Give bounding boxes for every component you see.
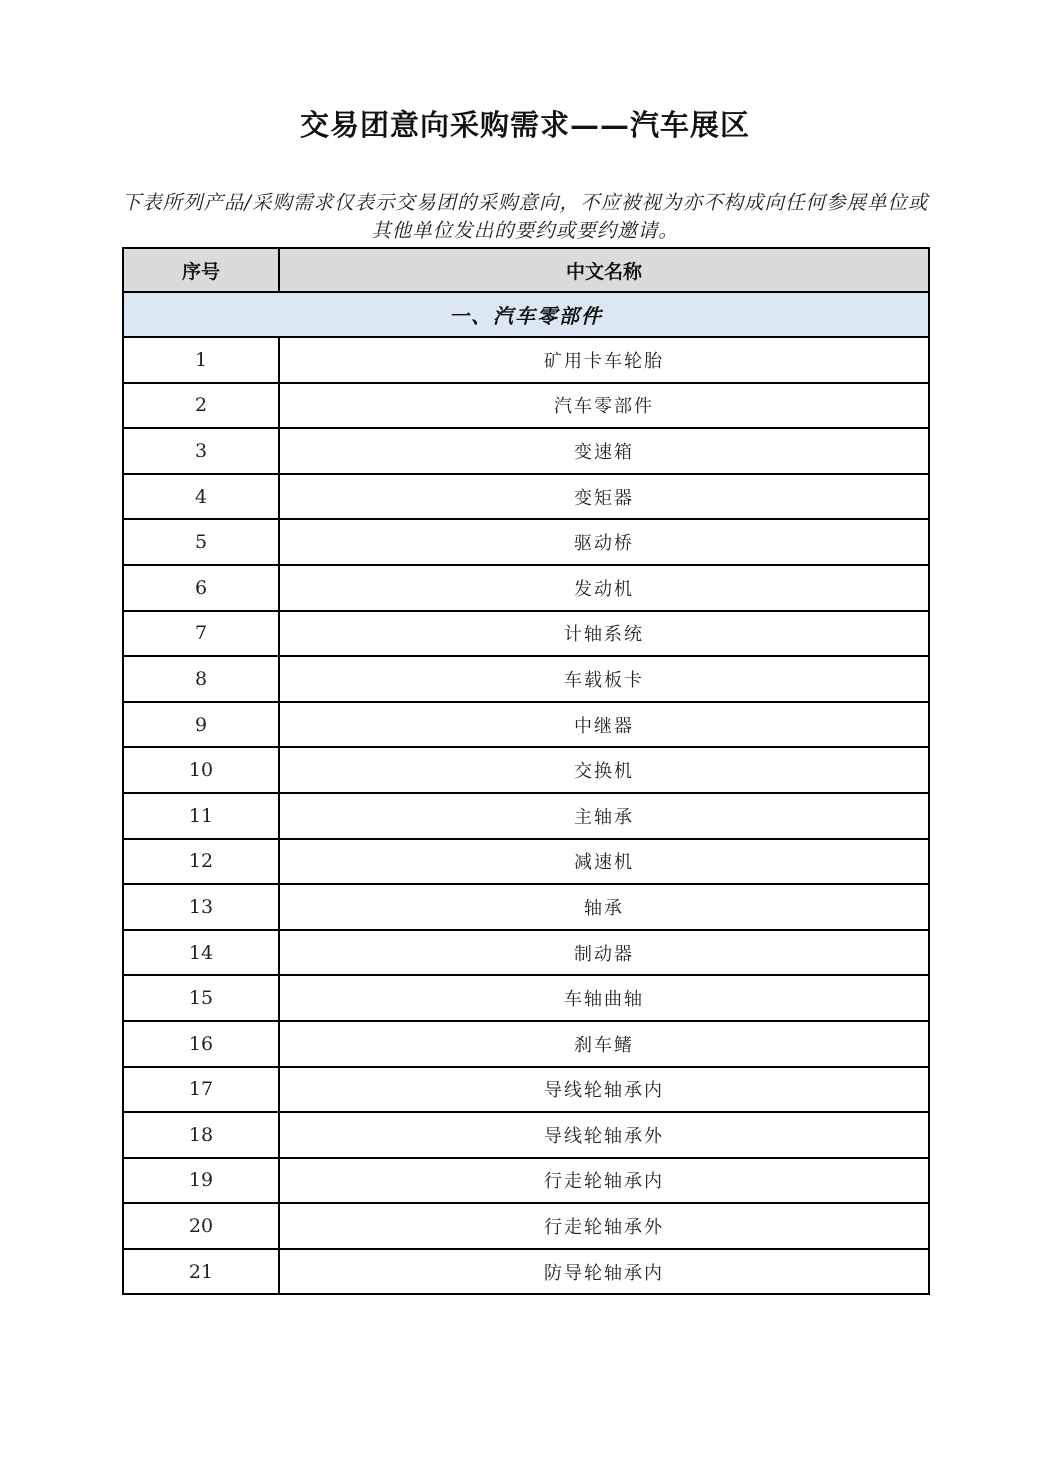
column-header-name: 中文名称 <box>279 248 929 292</box>
row-number: 13 <box>123 884 279 930</box>
row-chinese-name: 驱动桥 <box>279 519 929 565</box>
table-row <box>123 565 929 611</box>
table-body <box>123 292 929 1294</box>
section-header-row <box>123 292 929 337</box>
row-number: 10 <box>123 747 279 793</box>
row-number: 7 <box>123 611 279 657</box>
row-chinese-name: 计轴系统 <box>279 611 929 657</box>
table-row <box>123 383 929 429</box>
section-header-label: 一、汽车零部件 <box>123 292 929 337</box>
row-chinese-name: 交换机 <box>279 747 929 793</box>
row-chinese-name: 行走轮轴承外 <box>279 1203 929 1249</box>
row-number: 14 <box>123 930 279 976</box>
column-header-no: 序号 <box>123 248 279 292</box>
row-chinese-name: 车载板卡 <box>279 656 929 702</box>
row-chinese-name: 导线轮轴承外 <box>279 1112 929 1158</box>
table-row <box>123 656 929 702</box>
row-chinese-name: 汽车零部件 <box>279 383 929 429</box>
table-row <box>123 474 929 520</box>
table-row <box>123 428 929 474</box>
row-number: 19 <box>123 1158 279 1204</box>
table-row <box>123 975 929 1021</box>
row-number: 6 <box>123 565 279 611</box>
row-chinese-name: 发动机 <box>279 565 929 611</box>
table-row <box>123 702 929 748</box>
table-row <box>123 930 929 976</box>
table-row <box>123 1158 929 1204</box>
table-row <box>123 839 929 885</box>
row-number: 3 <box>123 428 279 474</box>
row-number: 1 <box>123 337 279 383</box>
table-row <box>123 1021 929 1067</box>
row-number: 11 <box>123 793 279 839</box>
row-number: 5 <box>123 519 279 565</box>
table-row <box>123 519 929 565</box>
table-row <box>123 793 929 839</box>
row-chinese-name: 轴承 <box>279 884 929 930</box>
page-title: 交易团意向采购需求——汽车展区 <box>299 108 750 142</box>
table-row <box>123 337 929 383</box>
row-chinese-name: 导线轮轴承内 <box>279 1067 929 1113</box>
table-row <box>123 1112 929 1158</box>
row-number: 15 <box>123 975 279 1021</box>
table-row <box>123 747 929 793</box>
row-chinese-name: 减速机 <box>279 839 929 885</box>
row-number: 20 <box>123 1203 279 1249</box>
row-chinese-name: 刹车鳍 <box>279 1021 929 1067</box>
row-number: 21 <box>123 1249 279 1295</box>
row-number: 2 <box>123 383 279 429</box>
row-chinese-name: 行走轮轴承内 <box>279 1158 929 1204</box>
table-row <box>123 611 929 657</box>
row-chinese-name: 矿用卡车轮胎 <box>279 337 929 383</box>
row-number: 16 <box>123 1021 279 1067</box>
disclaimer-text: 下表所列产品/采购需求仅表示交易团的采购意向，不应被视为亦不构成向任何参展单位或其他单位发出的要约或要约邀请。 <box>121 191 929 242</box>
row-chinese-name: 变矩器 <box>279 474 929 520</box>
row-chinese-name: 车轴曲轴 <box>279 975 929 1021</box>
row-number: 18 <box>123 1112 279 1158</box>
row-number: 12 <box>123 839 279 885</box>
row-chinese-name: 防导轮轴承内 <box>279 1249 929 1295</box>
table-row <box>123 884 929 930</box>
table-row <box>123 1067 929 1113</box>
row-chinese-name: 中继器 <box>279 702 929 748</box>
row-chinese-name: 制动器 <box>279 930 929 976</box>
table-row <box>123 1249 929 1295</box>
row-number: 17 <box>123 1067 279 1113</box>
row-number: 8 <box>123 656 279 702</box>
table-header-row <box>123 248 929 292</box>
row-chinese-name: 变速箱 <box>279 428 929 474</box>
table-row <box>123 1203 929 1249</box>
demand-table <box>122 247 930 1295</box>
row-number: 4 <box>123 474 279 520</box>
row-chinese-name: 主轴承 <box>279 793 929 839</box>
row-number: 9 <box>123 702 279 748</box>
